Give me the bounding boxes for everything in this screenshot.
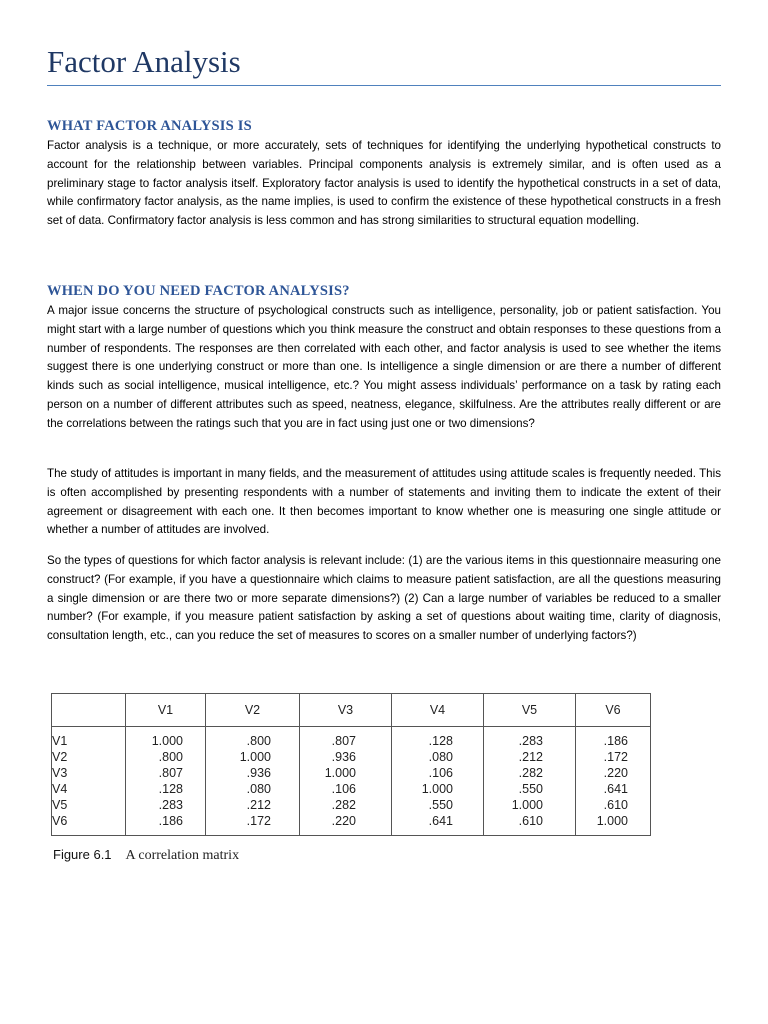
table-cell: .128: [158, 782, 183, 796]
table-cell: .106: [428, 766, 453, 780]
values-column-v6: [576, 727, 651, 836]
table-cell: .282: [518, 766, 543, 780]
table-cell: 1.000: [324, 766, 356, 780]
title-underline: [47, 85, 721, 86]
values-column-v3: [300, 727, 392, 836]
table-cell: .080: [246, 782, 271, 796]
header-corner: [52, 694, 126, 727]
table-cell: .172: [246, 814, 271, 828]
column-header: V3: [300, 694, 392, 727]
correlation-matrix-figure: [51, 693, 651, 864]
paragraph-psychological-constructs: A major issue concerns the structure of psychological constructs such as intelligence, personality, job or patient satisfaction. You might start with a large number of questions which you think measure the construct and obtain responses to these questions from a number of respondents. The responses are then correlated with each other, and factor analysis is used to see whether the items suggest there is one underlying construct or more than one. Is intelligence a single dimension or are there a number of different kinds such as social intelligence, musical intelligence, etc.? You might assess individuals’ performance on a task by rating each person on a number of different attributes such as speed, neatness, elegance, skilfulness. Are the attributes really different or are the correlations between the ratings such that you are in fact using just one or two dimensions?: [47, 304, 721, 430]
column-header: V2: [206, 694, 300, 727]
table-cell: .282: [331, 798, 356, 812]
table-cell: .283: [158, 798, 183, 812]
row-label: V2: [52, 750, 68, 764]
table-cell: .220: [331, 814, 356, 828]
values-column-v1: [126, 727, 206, 836]
table-cell: .128: [428, 734, 453, 748]
table-cell: 1.000: [421, 782, 453, 796]
column-header: V1: [126, 694, 206, 727]
table-cell: 1.000: [151, 734, 183, 748]
table-cell: 1.000: [239, 750, 271, 764]
values-column-v4: [392, 727, 484, 836]
table-cell: .106: [331, 782, 356, 796]
column-header: V6: [576, 694, 651, 727]
table-cell: 1.000: [596, 814, 628, 828]
figure-label: Figure 6.1: [53, 847, 112, 862]
figure-caption-text: A correlation matrix: [125, 848, 240, 863]
table-cell: .936: [331, 750, 356, 764]
table-cell: .212: [246, 798, 271, 812]
table-cell: .610: [518, 814, 543, 828]
column-header: V4: [392, 694, 484, 727]
paragraph-definition: Factor analysis is a technique, or more accurately, sets of techniques for identifying the underlying hypothetical constructs to account for the relationship between variables. Principal components analysis is extremely similar, and is often used as a preliminary stage to factor analysis itself. Exploratory factor analysis is used to identify the hypothetical constructs in a set of data, while confirmatory factor analysis, as the name implies, is used to confirm the existence of these hypothetical constructs in a fresh set of data. Confirmatory factor analysis is less common and has strong similarities to structural equation modelling.: [47, 139, 721, 228]
table-cell: .641: [603, 782, 628, 796]
table-body-row: [52, 727, 651, 836]
row-label: V1: [52, 734, 68, 748]
figure-caption: [53, 846, 651, 864]
table-cell: .807: [158, 766, 183, 780]
document-title: Factor Analysis: [47, 44, 241, 79]
table-cell: .283: [518, 734, 543, 748]
table-cell: .807: [331, 734, 356, 748]
row-label: V3: [52, 766, 68, 780]
paragraph-question-types: So the types of questions for which factor analysis is relevant include: (1) are the various items in this questionnaire measuring one construct? (For example, if you have a questionnaire which claims to measure patient satisfaction, are all the questions measuring a single dimension or are there two or more separate dimensions?) (2) Can a large number of variables be reduced to a smaller number? (For example, if you measure patient satisfaction by asking a set of questions about waiting time, clarity of diagnosis, consultation length, etc., can you reduce the set of measures to scores on a smaller number of underlying factors?): [47, 554, 721, 643]
table-cell: .936: [246, 766, 271, 780]
table-cell: .550: [428, 798, 453, 812]
values-column-v5: [484, 727, 576, 836]
table-cell: .186: [603, 734, 628, 748]
table-cell: .212: [518, 750, 543, 764]
row-label: V4: [52, 782, 68, 796]
table-header-row: [52, 694, 651, 727]
row-labels-column: [52, 727, 126, 836]
table-cell: .610: [603, 798, 628, 812]
section-heading-when-needed: WHEN DO YOU NEED FACTOR ANALYSIS?: [47, 283, 350, 299]
table-cell: 1.000: [511, 798, 543, 812]
table-cell: .800: [246, 734, 271, 748]
table-cell: .186: [158, 814, 183, 828]
values-column-v2: [206, 727, 300, 836]
table-cell: .550: [518, 782, 543, 796]
row-label: V6: [52, 814, 68, 828]
row-label: V5: [52, 798, 68, 812]
paragraph-attitudes: The study of attitudes is important in many fields, and the measurement of attitudes using attitude scales is frequently needed. This is often accomplished by presenting respondents with a number of statements and inviting them to indicate the extent of their agreement or disagreement with each one. It then becomes important to know whether one is measuring one single attitude or whether a number of attitudes are involved.: [47, 467, 721, 537]
column-header: V5: [484, 694, 576, 727]
table-cell: .641: [428, 814, 453, 828]
table-cell: .800: [158, 750, 183, 764]
table-cell: .080: [428, 750, 453, 764]
table-cell: .172: [603, 750, 628, 764]
correlation-matrix-table: [51, 693, 651, 836]
table-cell: .220: [603, 766, 628, 780]
section-heading-what-is: WHAT FACTOR ANALYSIS IS: [47, 118, 252, 134]
